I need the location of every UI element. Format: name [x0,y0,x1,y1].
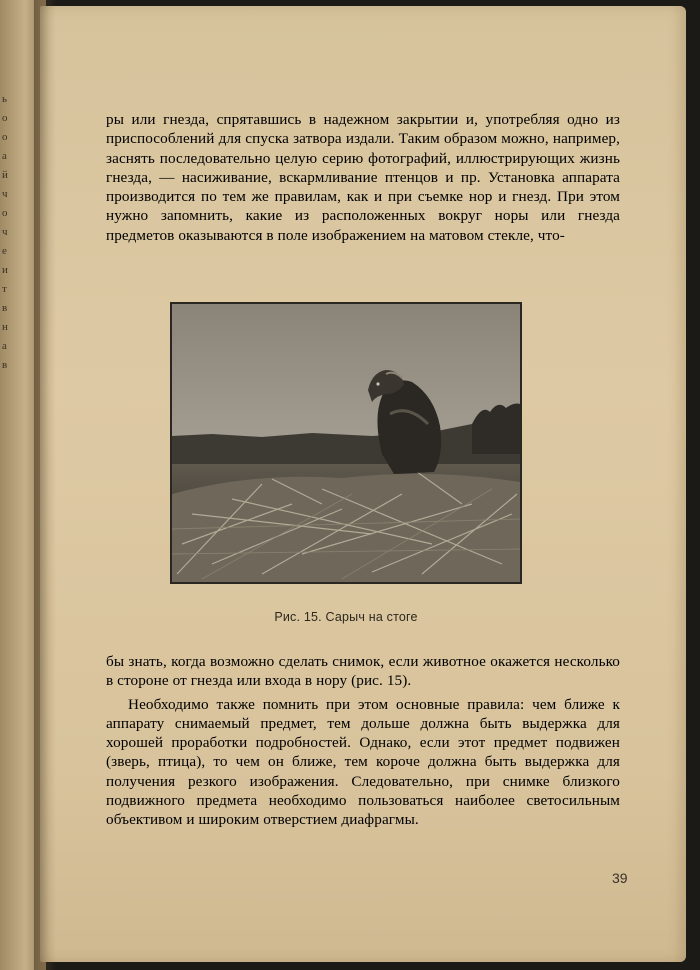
figure-photo-frame [170,302,522,584]
top-text-block [106,110,620,245]
buzzard-on-haystack-photo [172,304,520,582]
bottom-text-block [106,652,620,830]
paragraph-continued: ры или гнезда, спрятавшись в надежном закрытии и, употребляя одно из приспособлений для спуска затвора издали. Таким образом можно, например, заснять последовательно целую серию фотографий, иллюстрирующих жизнь гнезда, — насиживание, вскармливание птенцов и пр. Установка аппарата производится по тем же правилам, как и при съемке нор и гнезд. При этом нужно запомнить, какие из расположенных вокруг норы или гнезда предметов оказываются в поле изображением на матовом стекле, что- [106,111,620,244]
paragraph-after-figure: бы знать, когда возможно сделать снимок, если животное окажется несколько в стороне от гнезда или входа в нору (рис. 15). [106,653,620,690]
page-number: 39 [612,870,628,886]
book-page [40,6,686,962]
paragraph-rules: Необходимо также помнить при этом основные правила: чем ближе к аппарату снимаемый предмет, тем дольше должна быть выдержка для хорошей проработки подробностей. Однако, если этот предмет подвижен (зверь, птица), то чем он ближе, тем короче должна быть выдержка для получения резкого изображения. Следовательно, при снимке близкого подвижного предмета необходимо пользоваться наиболее светосильным объективом и широким отверстием диафрагмы. [106,695,620,829]
book-spine-shadow [34,0,56,970]
figure-caption: Рис. 15. Сарыч на стоге [274,610,418,624]
left-page-edge-text: ь о о а й ч о ч е и т в н а в [2,93,8,371]
